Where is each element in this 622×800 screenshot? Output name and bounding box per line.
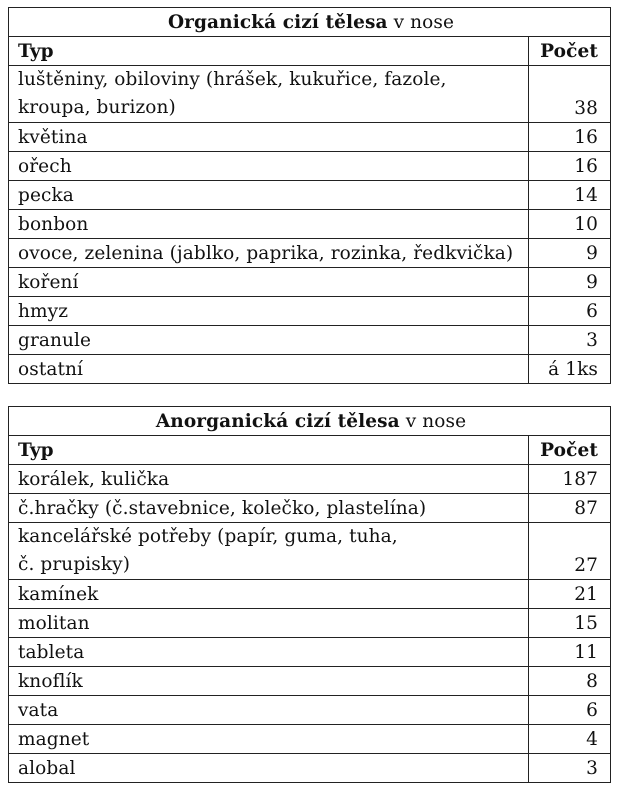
row-type-cell xyxy=(9,465,529,494)
row-type-cell xyxy=(9,609,529,638)
row-type-text: molitan xyxy=(18,612,90,634)
column-header-count: Počet xyxy=(529,37,611,66)
row-count-cell: 15 xyxy=(529,609,611,638)
row-type-cell xyxy=(9,210,529,239)
table-row xyxy=(9,667,611,696)
row-type-cell xyxy=(9,239,529,268)
row-count-cell: 87 xyxy=(529,494,611,523)
organic-foreign-bodies-table xyxy=(8,7,611,384)
row-type-text: ořech xyxy=(18,155,72,177)
table-row xyxy=(9,239,611,268)
row-count-cell: 16 xyxy=(529,152,611,181)
table-title xyxy=(9,8,611,37)
inorganic-foreign-bodies-table xyxy=(8,406,611,783)
table-title-rest: v nose xyxy=(387,11,455,33)
column-header-count: Počet xyxy=(529,436,611,465)
row-count-cell: á 1ks xyxy=(529,355,611,384)
row-type-text: kamínek xyxy=(18,583,99,605)
row-type-text: bonbon xyxy=(18,213,89,235)
table-title-bold: Organická cizí tělesa xyxy=(167,11,388,33)
row-count-cell: 3 xyxy=(529,326,611,355)
table-title-rest: v nose xyxy=(399,410,467,432)
column-header-type: Typ xyxy=(9,436,529,465)
row-type-text: luštěniny, obiloviny (hrášek, kukuřice, fazole, xyxy=(18,69,447,90)
row-count-cell: 187 xyxy=(529,465,611,494)
table-row xyxy=(9,638,611,667)
table-row xyxy=(9,523,611,580)
row-count-cell: 10 xyxy=(529,210,611,239)
row-type-cell xyxy=(9,494,529,523)
table-row xyxy=(9,609,611,638)
table-row xyxy=(9,696,611,725)
row-type-cell xyxy=(9,725,529,754)
row-type-cell xyxy=(9,523,529,580)
row-count-cell: 38 xyxy=(529,66,611,123)
table-row xyxy=(9,725,611,754)
row-type-cell xyxy=(9,667,529,696)
row-count-cell: 16 xyxy=(529,123,611,152)
row-count-cell: 8 xyxy=(529,667,611,696)
row-type-text: kroupa, burizon) xyxy=(18,97,176,118)
row-type-cell xyxy=(9,66,529,123)
row-type-text: tableta xyxy=(18,641,85,663)
row-type-cell xyxy=(9,580,529,609)
table-row xyxy=(9,152,611,181)
table-row xyxy=(9,494,611,523)
row-count-cell: 9 xyxy=(529,268,611,297)
row-type-cell xyxy=(9,326,529,355)
row-count-cell: 14 xyxy=(529,181,611,210)
row-type-text: č.hračky (č.stavebnice, kolečko, plastelína) xyxy=(18,497,427,519)
table-body xyxy=(9,465,611,783)
row-type-cell xyxy=(9,754,529,783)
table-row xyxy=(9,66,611,123)
table-row xyxy=(9,754,611,783)
table-title-bold: Anorganická cizí tělesa xyxy=(155,410,400,432)
row-count-cell: 4 xyxy=(529,725,611,754)
row-type-text: kancelářské potřeby (papír, guma, tuha, xyxy=(18,526,398,547)
row-type-text: magnet xyxy=(18,728,90,750)
table-row xyxy=(9,355,611,384)
row-type-text: ovoce, zelenina (jablko, paprika, rozinka, ředkvička) xyxy=(18,242,514,264)
row-type-text: květina xyxy=(18,126,88,148)
row-count-cell: 27 xyxy=(529,523,611,580)
row-type-cell xyxy=(9,638,529,667)
row-type-text: korálek, kulička xyxy=(18,468,170,490)
table-row xyxy=(9,210,611,239)
table-row xyxy=(9,123,611,152)
row-type-cell xyxy=(9,152,529,181)
table-title xyxy=(9,407,611,436)
row-type-text: koření xyxy=(18,271,79,293)
row-type-text: granule xyxy=(18,329,92,351)
row-count-cell: 11 xyxy=(529,638,611,667)
row-type-text: hmyz xyxy=(18,300,69,322)
table-row xyxy=(9,580,611,609)
row-type-cell xyxy=(9,268,529,297)
row-type-cell xyxy=(9,696,529,725)
row-type-text: pecka xyxy=(18,184,74,206)
table-row xyxy=(9,181,611,210)
row-type-text: alobal xyxy=(18,757,76,779)
row-type-text: ostatní xyxy=(18,358,84,380)
row-type-cell xyxy=(9,297,529,326)
row-type-text: č. prupisky) xyxy=(18,554,131,575)
table-row xyxy=(9,465,611,494)
row-type-text: vata xyxy=(18,699,59,721)
row-count-cell: 9 xyxy=(529,239,611,268)
row-type-text: knoflík xyxy=(18,670,83,692)
table-row xyxy=(9,268,611,297)
table-body xyxy=(9,66,611,384)
row-count-cell: 6 xyxy=(529,696,611,725)
table-row xyxy=(9,326,611,355)
row-type-cell xyxy=(9,181,529,210)
row-type-cell xyxy=(9,123,529,152)
row-type-cell xyxy=(9,355,529,384)
table-row xyxy=(9,297,611,326)
row-count-cell: 3 xyxy=(529,754,611,783)
row-count-cell: 21 xyxy=(529,580,611,609)
row-count-cell: 6 xyxy=(529,297,611,326)
column-header-type: Typ xyxy=(9,37,529,66)
